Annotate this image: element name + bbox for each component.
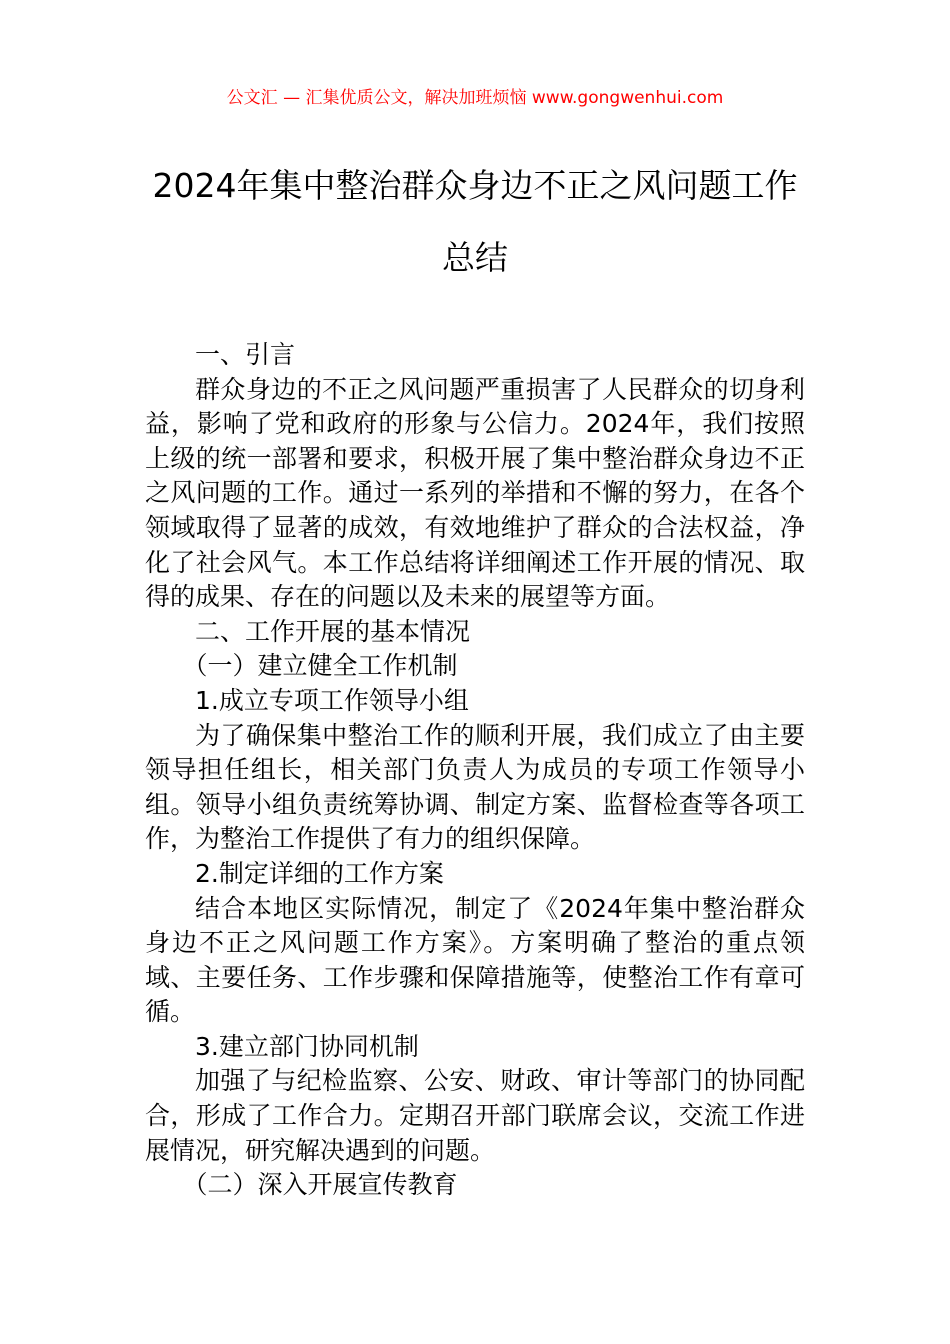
section-heading-intro: 一、引言 [195, 340, 296, 369]
subsection-heading-publicity: （二）深入开展宣传教育 [182, 1170, 458, 1200]
document-title: 2024年集中整治群众身边不正之风问题工作总结 [152, 166, 798, 277]
paragraph-coordination: 加强了与纪检监察、公安、财政、审计等部门的协同配合，形成了工作合力。定期召开部门联席会议，交流工作进展情况，研究解决遇到的问题。 [145, 1066, 805, 1165]
subsection-heading-mechanism: （一）建立健全工作机制 [182, 651, 458, 681]
paragraph-leading-group: 为了确保集中整治工作的顺利开展，我们成立了由主要领导担任组长，相关部门负责人为成员的专项工作领导小组。领导小组负责统筹协调、制定方案、监督检查等各项工作，为整治工作提供了有力的组织保障。 [145, 720, 805, 854]
item-heading-coordination: 3.建立部门协同机制 [195, 1031, 419, 1061]
section-heading-basic-situation: 二、工作开展的基本情况 [195, 616, 471, 646]
document-body [145, 338, 805, 1203]
item-heading-leading-group: 1.成立专项工作领导小组 [195, 685, 469, 715]
item-heading-work-plan: 2.制定详细的工作方案 [195, 858, 444, 888]
header-banner: 公文汇 — 汇集优质公文，解决加班烦恼 www.gongwenhui.com [226, 88, 724, 108]
paragraph-intro: 群众身边的不正之风问题严重损害了人民群众的切身利益，影响了党和政府的形象与公信力。2024年，我们按照上级的统一部署和要求，积极开展了集中整治群众身边不正之风问题的工作。通过一系列的举措和不懈的努力，在各个领域取得了显著的成效，有效地维护了群众的合法权益，净化了社会风气。本工作总结将详细阐述工作开展的情况、取得的成果、存在的问题以及未来的展望等方面。 [145, 374, 805, 612]
paragraph-work-plan: 结合本地区实际情况，制定了《2024年集中整治群众身边不正之风问题工作方案》。方案明确了整治的重点领域、主要任务、工作步骤和保障措施等，使整治工作有章可循。 [145, 893, 805, 1027]
